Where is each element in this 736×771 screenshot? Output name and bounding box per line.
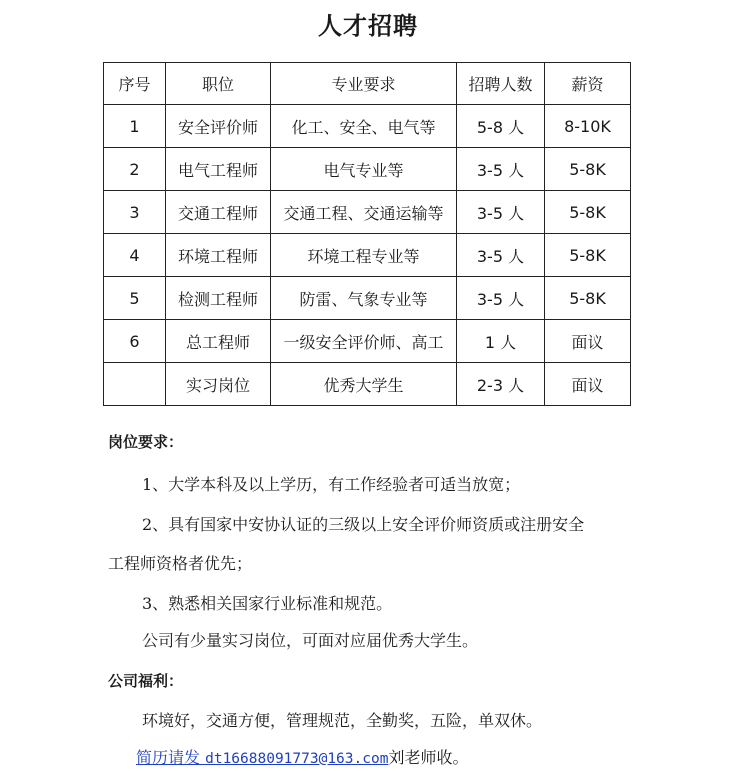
header-position: 职位 xyxy=(166,63,271,105)
requirement-item-continued: 工程师资格者优先； xyxy=(108,554,253,573)
cell-position: 检测工程师 xyxy=(166,277,271,320)
contact-email[interactable]: dt16688091773@163.com xyxy=(205,751,389,767)
benefits-heading: 公司福利： xyxy=(108,672,184,690)
cell-salary: 5-8K xyxy=(545,234,631,277)
resume-link-text[interactable]: 简历请发 xyxy=(136,748,201,767)
requirement-item: 2、具有国家中安协认证的三级以上安全评价师资质或注册安全 xyxy=(142,515,585,534)
table-row xyxy=(104,148,631,191)
cell-major: 防雷、气象专业等 xyxy=(271,277,457,320)
table-row xyxy=(104,320,631,363)
cell-position: 实习岗位 xyxy=(166,363,271,406)
cell-salary: 面议 xyxy=(545,363,631,406)
cell-headcount: 3-5 人 xyxy=(457,148,545,191)
cell-index xyxy=(104,363,166,406)
requirement-item: 3、熟悉相关国家行业标准和规范。 xyxy=(142,594,393,613)
cell-position: 交通工程师 xyxy=(166,191,271,234)
cell-position: 总工程师 xyxy=(166,320,271,363)
cell-headcount: 1 人 xyxy=(457,320,545,363)
cell-major: 环境工程专业等 xyxy=(271,234,457,277)
cell-salary: 5-8K xyxy=(545,277,631,320)
requirements-heading: 岗位要求： xyxy=(108,433,184,451)
cell-headcount: 5-8 人 xyxy=(457,105,545,148)
internship-note: 公司有少量实习岗位，可面对应届优秀大学生。 xyxy=(142,631,479,650)
contact-line xyxy=(136,745,468,768)
header-major: 专业要求 xyxy=(271,63,457,105)
cell-salary: 面议 xyxy=(545,320,631,363)
table-row xyxy=(104,105,631,148)
header-index: 序号 xyxy=(104,63,166,105)
contact-suffix: 刘老师收。 xyxy=(388,748,469,767)
cell-salary: 5-8K xyxy=(545,148,631,191)
cell-index: 6 xyxy=(104,320,166,363)
cell-major: 电气专业等 xyxy=(271,148,457,191)
cell-headcount: 3-5 人 xyxy=(457,277,545,320)
cell-salary: 8-10K xyxy=(545,105,631,148)
cell-headcount: 3-5 人 xyxy=(457,234,545,277)
cell-index: 3 xyxy=(104,191,166,234)
cell-headcount: 3-5 人 xyxy=(457,191,545,234)
header-salary: 薪资 xyxy=(545,63,631,105)
recruitment-table xyxy=(103,62,631,406)
cell-major: 优秀大学生 xyxy=(271,363,457,406)
requirement-item: 1、大学本科及以上学历，有工作经验者可适当放宽； xyxy=(142,475,521,494)
table-row xyxy=(104,234,631,277)
cell-index: 4 xyxy=(104,234,166,277)
cell-position: 电气工程师 xyxy=(166,148,271,191)
benefits-text: 环境好，交通方便，管理规范，全勤奖，五险，单双休。 xyxy=(142,711,543,730)
cell-salary: 5-8K xyxy=(545,191,631,234)
table-row xyxy=(104,191,631,234)
table-row xyxy=(104,277,631,320)
cell-position: 安全评价师 xyxy=(166,105,271,148)
cell-major: 化工、安全、电气等 xyxy=(271,105,457,148)
cell-index: 2 xyxy=(104,148,166,191)
cell-headcount: 2-3 人 xyxy=(457,363,545,406)
page-title: 人才招聘 xyxy=(318,12,418,40)
cell-position: 环境工程师 xyxy=(166,234,271,277)
resume-email-link[interactable] xyxy=(136,748,388,767)
cell-index: 5 xyxy=(104,277,166,320)
header-headcount: 招聘人数 xyxy=(457,63,545,105)
table-row xyxy=(104,363,631,406)
cell-major: 一级安全评价师、高工 xyxy=(271,320,457,363)
cell-major: 交通工程、交通运输等 xyxy=(271,191,457,234)
table-header-row xyxy=(104,63,631,105)
cell-index: 1 xyxy=(104,105,166,148)
